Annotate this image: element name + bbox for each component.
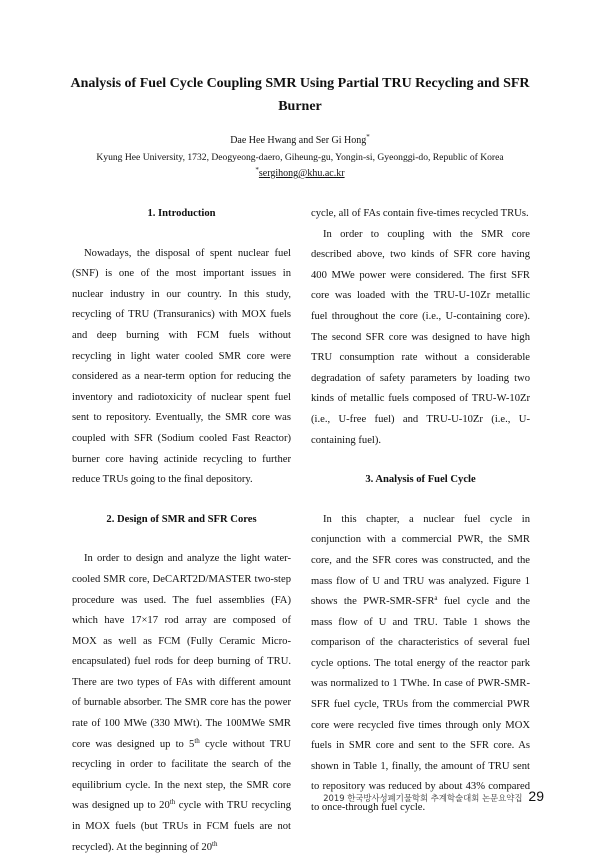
authors: Dae Hee Hwang and Ser Gi Hong: [230, 135, 367, 146]
introduction-paragraph: Nowadays, the disposal of spent nuclear fuel (SNF) is one of the most important issues in nuclear industry in our country. In this study, recycling of TRU (Transuranics) with MOX fuels and deep burning with FCM fuels without recycling in light water cooled SMR core were considered as a near-term option for reducing the inventory and radiotoxicity of nuclear spent fuel sent to repository. Eventually, the SMR core was coupled with SFR (Sodium cooled Fast Reactor) burner core having actinide recycling to further reduce TRUs going to the final depository.: [72, 247, 291, 486]
affiliation: Kyung Hee University, 1732, Deogyeong-daero, Giheung-gu, Yongin-si, Gyeonggi-do, Republic of Korea: [96, 152, 504, 163]
section-heading-analysis: 3. Analysis of Fuel Cycle: [365, 474, 476, 486]
analysis-text-a: In this chapter, a nuclear fuel cycle in conjunction with a commercial PWR, the SMR core, and the SFR cores was constructed, and the mass flow of U and TRU was analyzed. Figure 1 shows the PWR-SMR-SFR: [311, 513, 530, 608]
page-footer: [323, 788, 544, 804]
ordinal-superscript: th: [169, 798, 176, 807]
email-line: [0, 167, 600, 181]
design-paragraph-1-continued: cycle, all of FAs contain five-times recycled TRUs.: [311, 208, 529, 219]
corresponding-author-mark: *: [366, 133, 370, 141]
ordinal-superscript: th: [212, 839, 218, 848]
page-number: 29: [528, 788, 544, 804]
design-text-a: In order to design and analyze the light water-cooled SMR core, DeCART2D/MASTER two-step procedure was used. The fuel assemblies (FA) which have 17×17 rod array are composed of MOX as well as FCM (Fully Ceramic Micro-encapsulated) fuel rods for deep burning of TRU. There are two types of FAs with different amount of burnable absorber. The SMR core has the power rate of 100 MWe (330 MWt). The 100MWe SMR core was designed up to 5: [72, 553, 291, 750]
footnote-mark: a: [434, 594, 438, 603]
left-column: [72, 204, 291, 858]
design-paragraph-1: [72, 549, 291, 858]
design-paragraph-2: In order to coupling with the SMR core described above, two kinds of SFR core having 400 MWe power were considered. The first SFR core was loaded with the TRU-U-10Zr metallic fuel throughout the core (i.e., U-containing core). The second SFR core was designed to have high TRU consumption rate without a considerable degradation of safety parameters by loading two kinds of metallic fuels composed of TRU-W-10Zr (i.e., U-free fuel) and TRU-U-10Zr (i.e., U-containing fuel).: [311, 228, 530, 446]
email-mark: *: [255, 166, 259, 174]
email-link[interactable]: sergihong@khu.ac.kr: [258, 168, 345, 179]
section-heading-introduction: 1. Introduction: [147, 208, 216, 219]
analysis-paragraph: [311, 510, 530, 819]
right-column: [311, 204, 530, 819]
section-heading-design: 2. Design of SMR and SFR Cores: [106, 513, 257, 525]
ordinal-superscript: th: [194, 736, 200, 745]
design-text-c: cycle with TRU recycling in MOX fuels (but TRUs in FCM fuels are not recycled). At the beginning of 20: [72, 800, 292, 853]
paper-title: Analysis of Fuel Cycle Coupling SMR Using Partial TRU Recycling and SFR Burner: [70, 76, 530, 114]
conference-name: 2019 한국방사성폐기물학회 추계학술대회 논문요약집: [323, 793, 523, 803]
design-text-b: cycle without TRU recycling in order to facilitate the search of the equilibrium cycle. In the next step, the SMR core was designed up to 20: [72, 738, 291, 812]
analysis-text-b: fuel cycle and the mass flow of U and TRU. Table 1 shows the comparison of the characteristics of several fuel cycle options. The total energy of the reactor park was normalized to 1 TWhe. In case of PWR-SMR-SFR fuel cycle, TRUs from the commercial PWR core were recycled five times through only MOX fuels in SMR core and sent to the SFR core. As shown in Table 1, finally, the amount of TRU sent to repository was reduced by about 43% compared to once-through fuel cycle.: [311, 596, 530, 814]
author-line: [0, 134, 600, 148]
